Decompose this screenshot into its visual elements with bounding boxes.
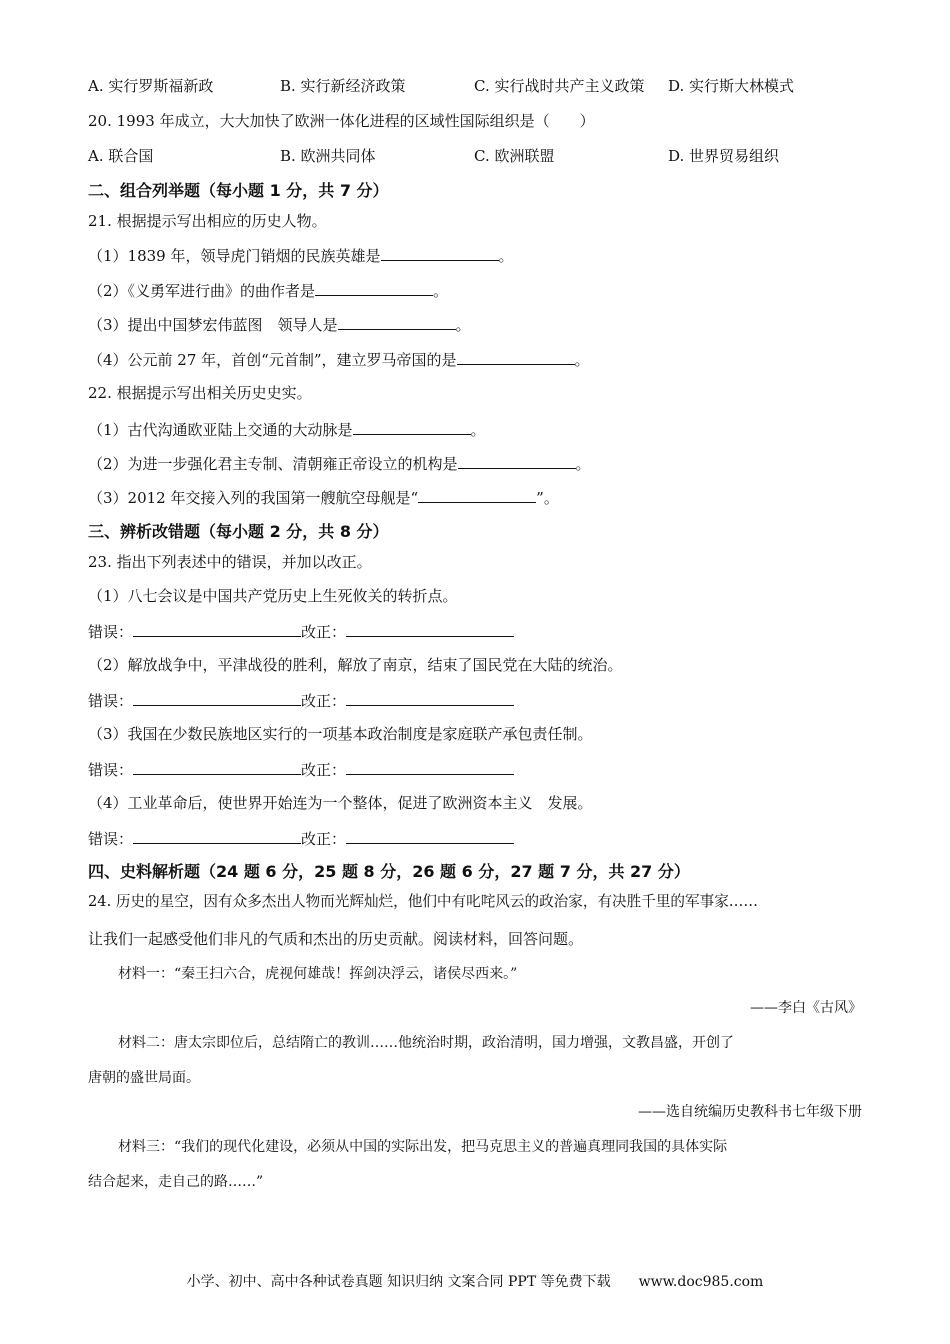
- q20-option-a: A. 联合国: [88, 147, 154, 165]
- answer-blank[interactable]: [315, 279, 433, 296]
- section2-title: 二、组合列举题（每小题 1 分，共 7 分）: [88, 181, 389, 200]
- q19-option-d: D. 实行斯大林模式: [668, 77, 795, 95]
- answer-blank[interactable]: [457, 348, 575, 365]
- q23-item-2: （2）解放战争中，平津战役的胜利，解放了南京，结束了国民党在大陆的统治。: [88, 656, 623, 674]
- section3-title: 三、辨析改错题（每小题 2 分，共 8 分）: [88, 522, 389, 541]
- material-1-source: ——李白《古风》: [750, 1000, 862, 1016]
- correction-blank[interactable]: [346, 620, 514, 637]
- q21-item-2: （2）《义勇军进行曲》的曲作者是 。: [88, 279, 862, 302]
- answer-blank[interactable]: [418, 486, 536, 503]
- q20-option-d: D. 世界贸易组织: [668, 147, 780, 165]
- q21-item-4: （4）公元前 27 年，首创“元首制”，建立罗马帝国的是 。: [88, 348, 862, 371]
- q23-answer-row-1: 错误： 改正：: [88, 620, 862, 643]
- material-3-line2: 结合起来，走自己的路……”: [88, 1174, 264, 1190]
- q21-item-1: （1）1839 年，领导虎门销烟的民族英雄是 。: [88, 244, 862, 267]
- q19-options: [88, 75, 862, 97]
- material-2-source: ——选自统编历史教科书七年级下册: [638, 1104, 862, 1120]
- q22-item-2: （2）为进一步强化君主专制、清朝雍正帝设立的机构是 。: [88, 452, 862, 475]
- q19-option-b: B. 实行新经济政策: [280, 77, 406, 95]
- material-1: 材料一：“秦王扫六合，虎视何雄哉！挥剑决浮云，诸侯尽西来。”: [118, 966, 518, 982]
- q20-option-b: B. 欧洲共同体: [280, 147, 376, 165]
- q20-options: [88, 145, 862, 167]
- answer-blank[interactable]: [458, 452, 576, 469]
- q19-option-c: C. 实行战时共产主义政策: [474, 77, 645, 95]
- q20-stem: 20. 1993 年成立，大大加快了欧洲一体化进程的区域性国际组织是（ ）: [88, 112, 595, 130]
- q22-item-3: （3）2012 年交接入列的我国第一艘航空母舰是“ ”。: [88, 486, 862, 509]
- correction-blank[interactable]: [346, 689, 514, 706]
- error-blank[interactable]: [133, 758, 301, 775]
- q22-item-1: （1）古代沟通欧亚陆上交通的大动脉是 。: [88, 418, 862, 441]
- answer-blank[interactable]: [381, 244, 499, 261]
- section4-title: 四、史料解析题（24 题 6 分，25 题 8 分，26 题 6 分，27 题 7 分，共 27 分）: [88, 862, 690, 881]
- answer-blank[interactable]: [338, 313, 456, 330]
- q24-intro-line1: 24. 历史的星空，因有众多杰出人物而光辉灿烂，他们中有叱咤风云的政治家，有决胜千里的军事家……: [88, 893, 758, 910]
- q24-intro-line2: 让我们一起感受他们非凡的气质和杰出的历史贡献。阅读材料，回答问题。: [88, 930, 584, 948]
- correction-blank[interactable]: [346, 827, 514, 844]
- q23-item-3: （3）我国在少数民族地区实行的一项基本政治制度是家庭联产承包责任制。: [88, 725, 593, 743]
- q20-option-c: C. 欧洲联盟: [474, 147, 555, 165]
- answer-blank[interactable]: [353, 418, 471, 435]
- q21-item-3: （3）提出中国梦宏伟蓝图 领导人是 。: [88, 313, 862, 336]
- material-3-line1: 材料三：“我们的现代化建设，必须从中国的实际出发，把马克思主义的普遍真理同我国的具体实际: [118, 1139, 728, 1155]
- q23-item-4: （4）工业革命后，使世界开始连为一个整体，促进了欧洲资本主义 发展。: [88, 794, 593, 812]
- correction-blank[interactable]: [346, 758, 514, 775]
- q23-stem: 23. 指出下列表述中的错误，并加以改正。: [88, 553, 372, 571]
- q22-stem: 22. 根据提示写出相关历史史实。: [88, 384, 312, 402]
- q19-option-a: A. 实行罗斯福新政: [88, 77, 214, 95]
- q23-answer-row-3: 错误： 改正：: [88, 758, 862, 781]
- error-blank[interactable]: [133, 689, 301, 706]
- error-blank[interactable]: [133, 827, 301, 844]
- material-2-line1: 材料二：唐太宗即位后，总结隋亡的教训……他统治时期，政治清明，国力增强，文教昌盛，开创了: [118, 1035, 734, 1051]
- error-blank[interactable]: [133, 620, 301, 637]
- material-2-line2: 唐朝的盛世局面。: [88, 1070, 200, 1086]
- q23-answer-row-4: 错误： 改正：: [88, 827, 862, 850]
- q23-item-1: （1）八七会议是中国共产党历史上生死攸关的转折点。: [88, 587, 458, 605]
- q21-stem: 21. 根据提示写出相应的历史人物。: [88, 212, 327, 230]
- page-footer: 小学、初中、高中各种试卷真题 知识归纳 文案合同 PPT 等免费下载 www.doc985.com: [186, 1274, 764, 1290]
- q23-answer-row-2: 错误： 改正：: [88, 689, 862, 712]
